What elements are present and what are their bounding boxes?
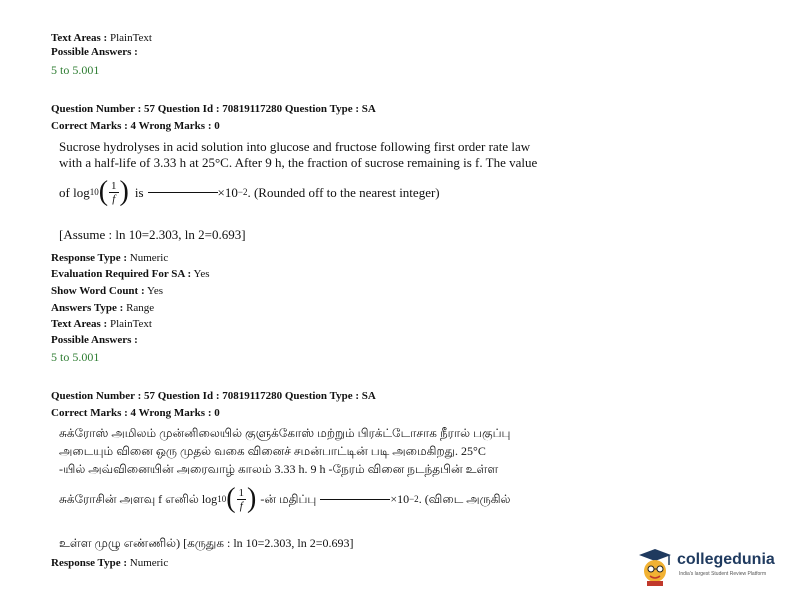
- question-line-2: with a half-life of 3.33 h at 25°C. After 9 h, the fraction of sucrose remaining is f. The value: [59, 155, 538, 170]
- assume-line: [Assume : ln 10=2.303, ln 2=0.693]: [59, 227, 246, 242]
- tamil-fraction-denominator: f: [239, 499, 243, 512]
- tamil-formula-line: [59, 485, 511, 513]
- marks-line: Correct Marks : 4 Wrong Marks : 0: [51, 120, 220, 132]
- text-areas-label-2: Text Areas :: [51, 318, 108, 330]
- response-type-row-tamil: [51, 556, 168, 570]
- tamil-fraction-numerator: 1: [238, 486, 245, 499]
- marks-line-tamil: Correct Marks : 4 Wrong Marks : 0: [51, 407, 220, 419]
- word-count-value: Yes: [146, 285, 163, 297]
- tamil-line-2: அடையும் வினை ஒரு முதல் வகை வினைச் சமன்பாட்டின் படி அமைகிறது. 25°C: [59, 444, 486, 458]
- response-type-value-tamil: Numeric: [129, 557, 169, 569]
- question-header: Question Number : 57 Question Id : 70819117280 Question Type : SA: [51, 103, 376, 115]
- evaluation-value: Yes: [193, 268, 210, 280]
- tamil-fraction: ( $\frac{1}{f}$ ): [226, 483, 257, 514]
- possible-answers-label-2: Possible Answers :: [51, 334, 138, 346]
- formula-exponent: −2: [237, 186, 248, 197]
- word-count-row: [51, 284, 163, 298]
- tamil-answer-blank: [320, 498, 390, 500]
- tamil-log-base: 10: [217, 493, 227, 504]
- word-count-label: Show Word Count :: [51, 285, 145, 297]
- collegedunia-logo: [633, 545, 775, 587]
- text-areas-label: Text Areas :: [51, 32, 108, 44]
- answers-type-label: Answers Type :: [51, 302, 124, 314]
- logo-tagline: India's largest Student Review Platform: [679, 571, 767, 577]
- formula-log-base: 10: [89, 186, 99, 197]
- response-type-label: Response Type :: [51, 252, 127, 264]
- formula-is: is: [134, 184, 144, 200]
- tamil-line-3: -யில் அவ்வினையின் அரைவாழ் காலம் 3.33 h. 9 h -நேரம் வினை நடந்தபின் உள்ள: [59, 462, 499, 476]
- evaluation-row: [51, 267, 210, 281]
- text-areas-value: PlainText: [109, 32, 152, 44]
- answer-blank: [148, 191, 218, 193]
- tamil-formula-exponent: −2: [409, 493, 419, 504]
- formula-of-log: of log: [59, 184, 90, 200]
- possible-answers-label: Possible Answers :: [51, 46, 138, 58]
- tamil-line-5: உள்ள முழு எண்ணில்) [கருதுக : ln 10=2.303, ln 2=0.693]: [59, 536, 354, 550]
- response-type-row: [51, 251, 168, 265]
- text-areas-value-2: PlainText: [109, 318, 152, 330]
- fraction-numerator: 1: [111, 179, 117, 192]
- possible-answer-value-2: 5 to 5.001: [51, 350, 100, 364]
- fraction: ( $\frac{1}{f}$ ): [98, 176, 129, 207]
- evaluation-label: Evaluation Required For SA :: [51, 268, 192, 280]
- tamil-formula-mid: -ன் மதிப்பு: [260, 491, 317, 506]
- formula-rest: . (Rounded off to the nearest integer): [247, 184, 440, 200]
- question-line-1: Sucrose hydrolyses in acid solution into glucose and fructose following first order rate law: [59, 139, 531, 154]
- tamil-formula-rest: . (விடை அருகில்: [418, 491, 511, 506]
- question-formula-line: [59, 178, 440, 206]
- response-type-label-tamil: Response Type :: [51, 557, 127, 569]
- logo-wordmark: collegedunia: [677, 551, 775, 568]
- answers-type-row: [51, 301, 154, 315]
- fraction-denominator: f: [112, 192, 116, 205]
- tamil-line-1: சுக்ரோஸ் அமிலம் முன்னிலையில் குளுக்கோஸ் மற்றும் பிரக்ட்டோசாக நீரால் பகுப்பு: [59, 426, 511, 440]
- tamil-formula-times: ×10: [390, 491, 410, 506]
- formula-times: ×10: [217, 184, 238, 200]
- text-areas-row-2: [51, 317, 152, 331]
- response-type-value: Numeric: [129, 252, 169, 264]
- tamil-formula-prefix: சுக்ரோசின் அளவு f எனில் log: [59, 491, 218, 506]
- question-header-tamil: Question Number : 57 Question Id : 70819117280 Question Type : SA: [51, 390, 376, 402]
- text-areas-row: [51, 31, 152, 45]
- graduate-mascot-icon: [633, 545, 675, 587]
- answers-type-value: Range: [126, 302, 155, 314]
- possible-answer-value: 5 to 5.001: [51, 63, 100, 77]
